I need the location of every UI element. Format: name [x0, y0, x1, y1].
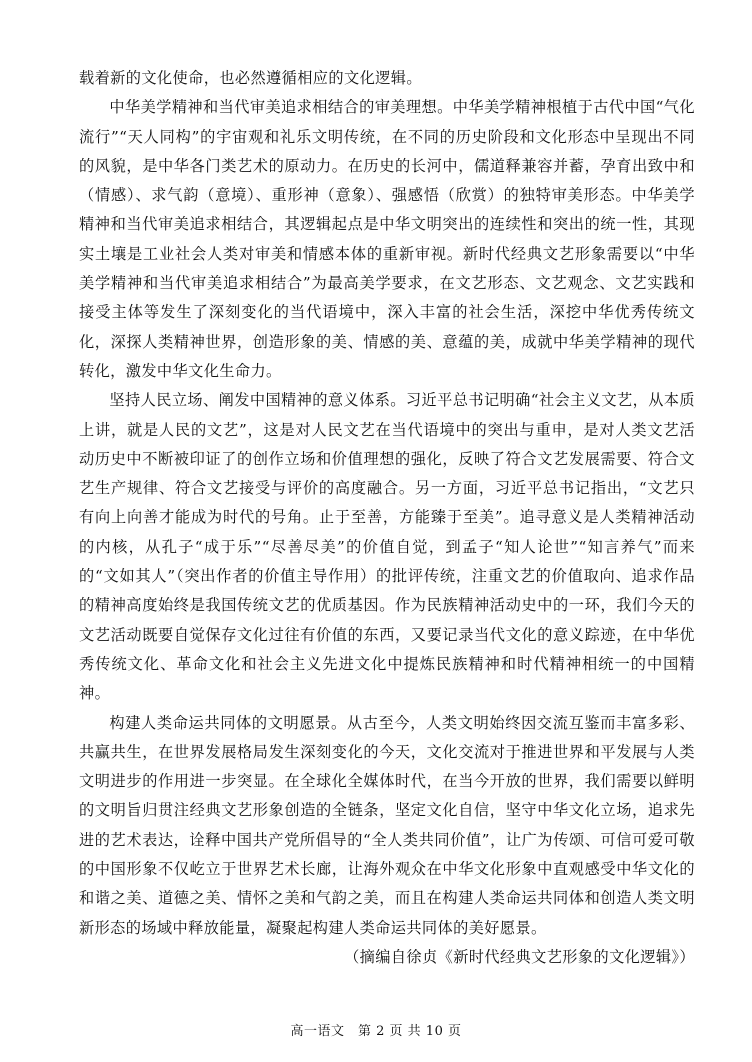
paragraph-civilization-vision: 构建人类命运共同体的文明愿景。从古至今，人类文明始终因交流互鉴而丰富多彩、共赢共生，在世界发展格局发生深刻变化的今天，文化交流对于推进世界和平发展与人类文明进步的作用进一步突显。在全球化全媒体时代，在当今开放的世界，我们需要以鲜明的文明旨归贯注经典文艺形象创造的全链条，坚定文化自信，坚守中华文化立场，追求先进的艺术表达，诠释中国共产党所倡导的“全人类共同价值”，让广为传颂、可信可爱可敬的中国形象不仅屹立于世界艺术长廊，让海外观众在中华文化形象中直观感受中华文化的和谐之美、道德之美、情怀之美和气韵之美，而且在构建人类命运共同体和创造人类文明新形态的场域中释放能量，凝聚起构建人类命运共同体的美好愿景。 — [79, 713, 695, 937]
paragraph-aesthetic-ideal: 中华美学精神和当代审美追求相结合的审美理想。中华美学精神根植于古代中国“气化流行”“天人同构”的宇宙观和礼乐文明传统，在不同的历史阶段和文化形态中呈现出不同的风貌，是中华各门类艺术的原动力。在历史的长河中，儒道释兼容并蓄，孕育出致中和（情感）、求气韵（意境）、重形神（意象）、强感悟（欣赏）的独特审美形态。中华美学精神和当代审美追求相结合，其逻辑起点是中华文明突出的连续性和突出的统一性，其现实土壤是工业社会人类对审美和情感本体的重新审视。新时代经典文艺形象需要以“中华美学精神和当代审美追求相结合”为最高美学要求，在文艺形态、文艺观念、文艺实践和接受主体等发生了深刻变化的当代语境中，深入丰富的社会生活，深挖中华优秀传统文化，深探人类精神世界，创造形象的美、情感的美、意蕴的美，成就中华美学精神的现代转化，激发中华文化生命力。 — [79, 98, 695, 380]
document-body — [79, 64, 695, 972]
page-footer: 高一语文 第 2 页 共 10 页 — [290, 1024, 462, 1039]
source-citation: （摘编自徐贞《新时代经典文艺形象的文化逻辑》） — [344, 947, 695, 966]
paragraph-people-stance: 坚持人民立场、阐发中国精神的意义体系。习近平总书记明确“社会主义文艺，从本质上讲，就是人民的文艺”，这是对人民文艺在当代语境中的突出与重申，是对人类文艺活动历史中不断被印证了的创作立场和价值理想的强化，反映了符合文艺发展需要、符合文艺生产规律、符合文艺接受与评价的高度融合。另一方面，习近平总书记指出，“文艺只有向上向善才能成为时代的号角。止于至善，方能臻于至美”。追寻意义是人类精神活动的内核，从孔子“成于乐”“尽善尽美”的价值自觉，到孟子“知人论世”“知言养气”而来的“文如其人”（突出作者的价值主导作用）的批评传统，注重文艺的价值取向、追求作品的精神高度始终是我国传统文艺的优质基因。作为民族精神活动史中的一环，我们今天的文艺活动既要自觉保存文化过往有价值的东西，又要记录当代文化的意义踪迹，在中华优秀传统文化、革命文化和社会主义先进文化中提炼民族精神和时代精神相统一的中国精神。 — [79, 391, 695, 703]
paragraph-continuation: 载着新的文化使命，也必然遵循相应的文化逻辑。 — [79, 69, 422, 87]
